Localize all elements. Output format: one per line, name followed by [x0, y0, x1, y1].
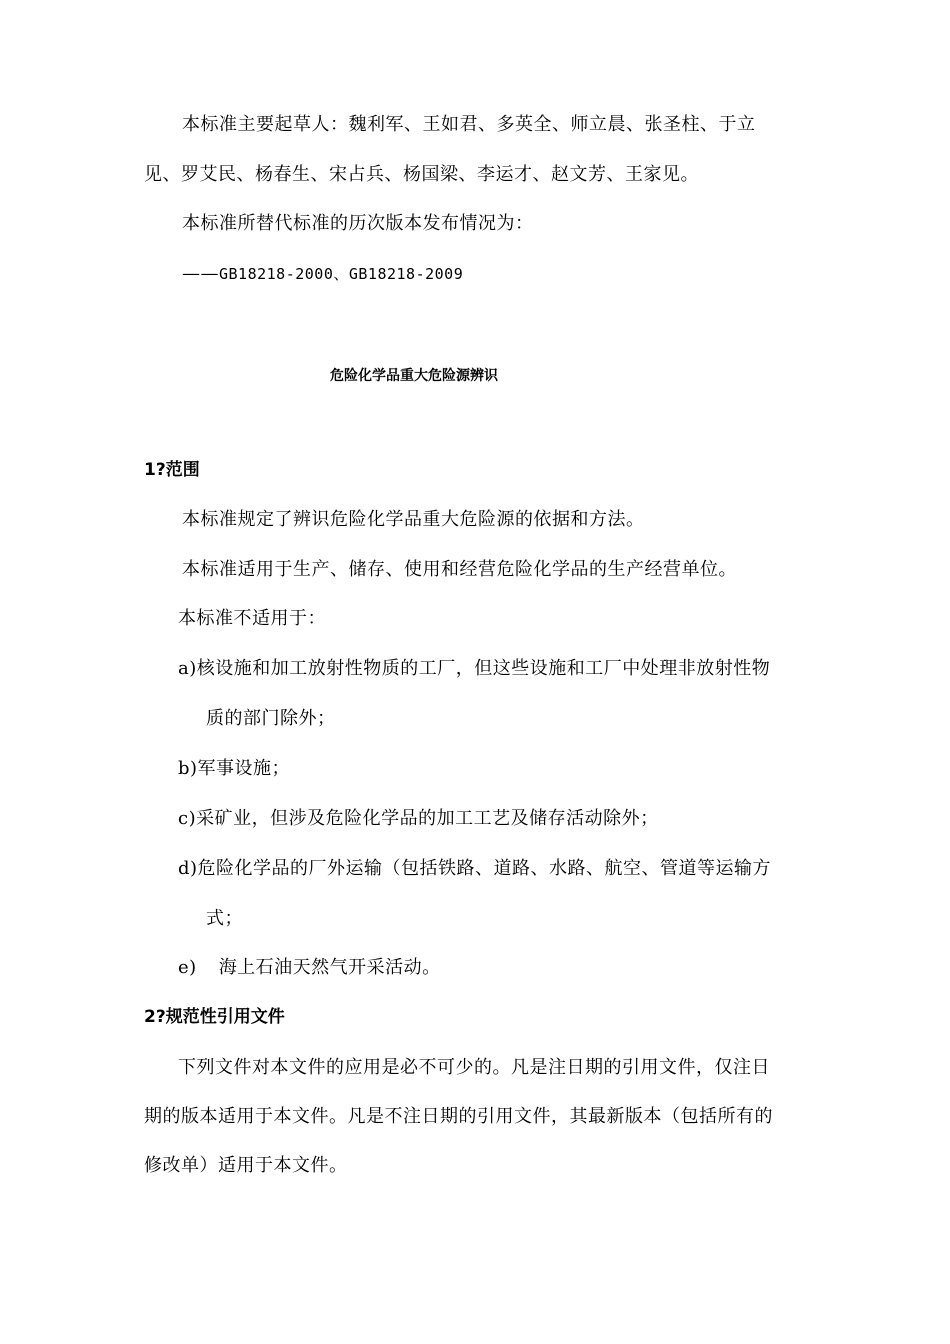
history-versions-line	[182, 262, 463, 286]
list-item-d-line-2: 式；	[206, 908, 243, 929]
section-1-paragraph-2: 本标准适用于生产、储存、使用和经营危险化学品的生产经营单位。	[182, 559, 737, 580]
list-item-c: c)采矿业，但涉及危险化学品的加工工艺及储存活动除外；	[178, 808, 659, 829]
list-item-a-line-2: 质的部门除外；	[206, 708, 336, 729]
section-2-line-2: 期的版本适用于本文件。凡是不注日期的引用文件，其最新版本（包括所有的	[144, 1106, 773, 1127]
list-item-d-line-1: d)危险化学品的厂外运输（包括铁路、道路、水路、航空、管道等运输方	[178, 858, 772, 879]
section-1-paragraph-1: 本标准规定了辨识危险化学品重大危险源的依据和方法。	[182, 509, 645, 530]
list-item-a-line-1: a)核设施和加工放射性物质的工厂，但这些设施和工厂中处理非放射性物	[178, 658, 771, 679]
em-dash: ——	[182, 263, 219, 284]
list-item-b: b)军事设施；	[178, 758, 291, 779]
section-2-heading: 2?规范性引用文件	[144, 1007, 285, 1027]
section-1-heading: 1?范围	[144, 460, 200, 480]
version-list: GB18218-2000、GB18218-2009	[219, 265, 464, 283]
list-item-e-text: 海上石油天然气开采活动。	[218, 957, 441, 978]
section-2-line-1: 下列文件对本文件的应用是必不可少的。凡是注日期的引用文件，仅注日	[178, 1057, 770, 1078]
document-title: 危险化学品重大危险源辨识	[330, 368, 498, 384]
history-intro: 本标准所替代标准的历次版本发布情况为：	[182, 213, 534, 234]
list-item-e-label: e)	[178, 957, 197, 978]
drafters-line-2: 见、罗艾民、杨春生、宋占兵、杨国梁、李运才、赵文芳、王家见。	[144, 164, 699, 185]
list-item-e	[178, 956, 441, 980]
section-2-line-3: 修改单）适用于本文件。	[144, 1155, 348, 1176]
section-1-paragraph-3: 本标准不适用于：	[178, 608, 326, 629]
drafters-line-1: 本标准主要起草人：魏利军、王如君、多英全、师立晨、张圣柱、于立	[182, 114, 756, 135]
